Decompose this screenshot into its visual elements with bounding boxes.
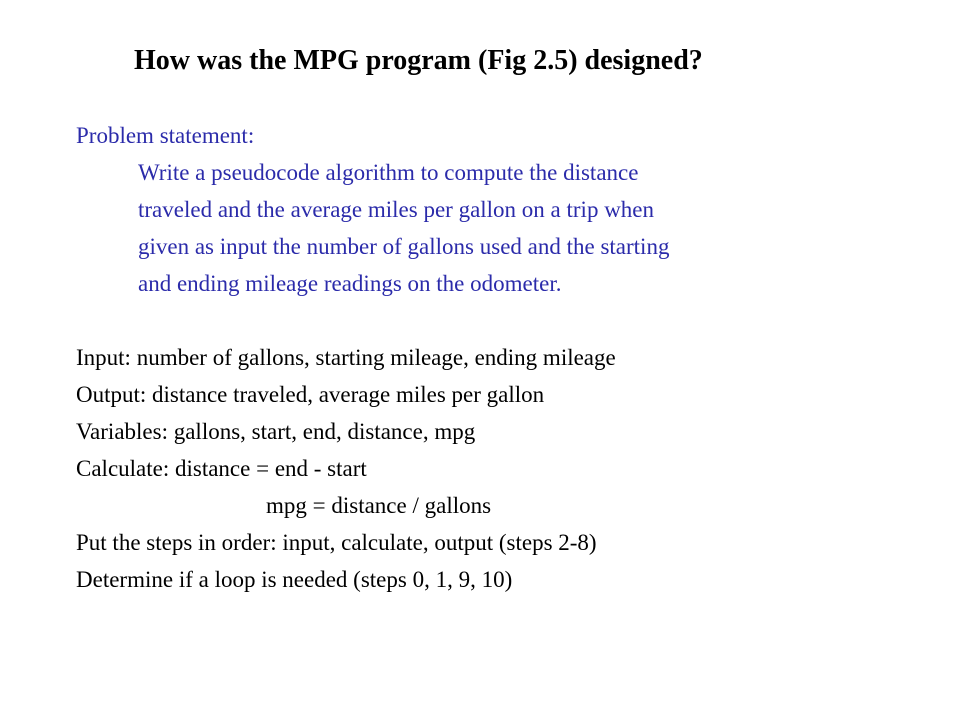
problem-statement-line-2: traveled and the average miles per gallon on a trip when xyxy=(138,197,655,222)
problem-statement-line-4: and ending mileage readings on the odometer. xyxy=(138,271,562,296)
slide-title: How was the MPG program (Fig 2.5) designed? xyxy=(134,45,703,76)
input-line: Input: number of gallons, starting mileage, ending mileage xyxy=(76,345,616,370)
loop-line: Determine if a loop is needed (steps 0, 1, 9, 10) xyxy=(76,567,513,592)
slide-body xyxy=(76,117,936,598)
problem-statement-line-3: given as input the number of gallons used and the starting xyxy=(138,234,670,259)
calculate-line-1: Calculate: distance = end - start xyxy=(76,456,367,481)
problem-statement-label: Problem statement: xyxy=(76,123,255,148)
order-line: Put the steps in order: input, calculate, output (steps 2-8) xyxy=(76,530,597,555)
calculate-line-2: mpg = distance / gallons xyxy=(266,493,492,518)
problem-statement-line-1: Write a pseudocode algorithm to compute the distance xyxy=(138,160,639,185)
output-line: Output: distance traveled, average miles per gallon xyxy=(76,382,545,407)
variables-line: Variables: gallons, start, end, distance, mpg xyxy=(76,419,476,444)
section-spacer xyxy=(76,302,936,339)
